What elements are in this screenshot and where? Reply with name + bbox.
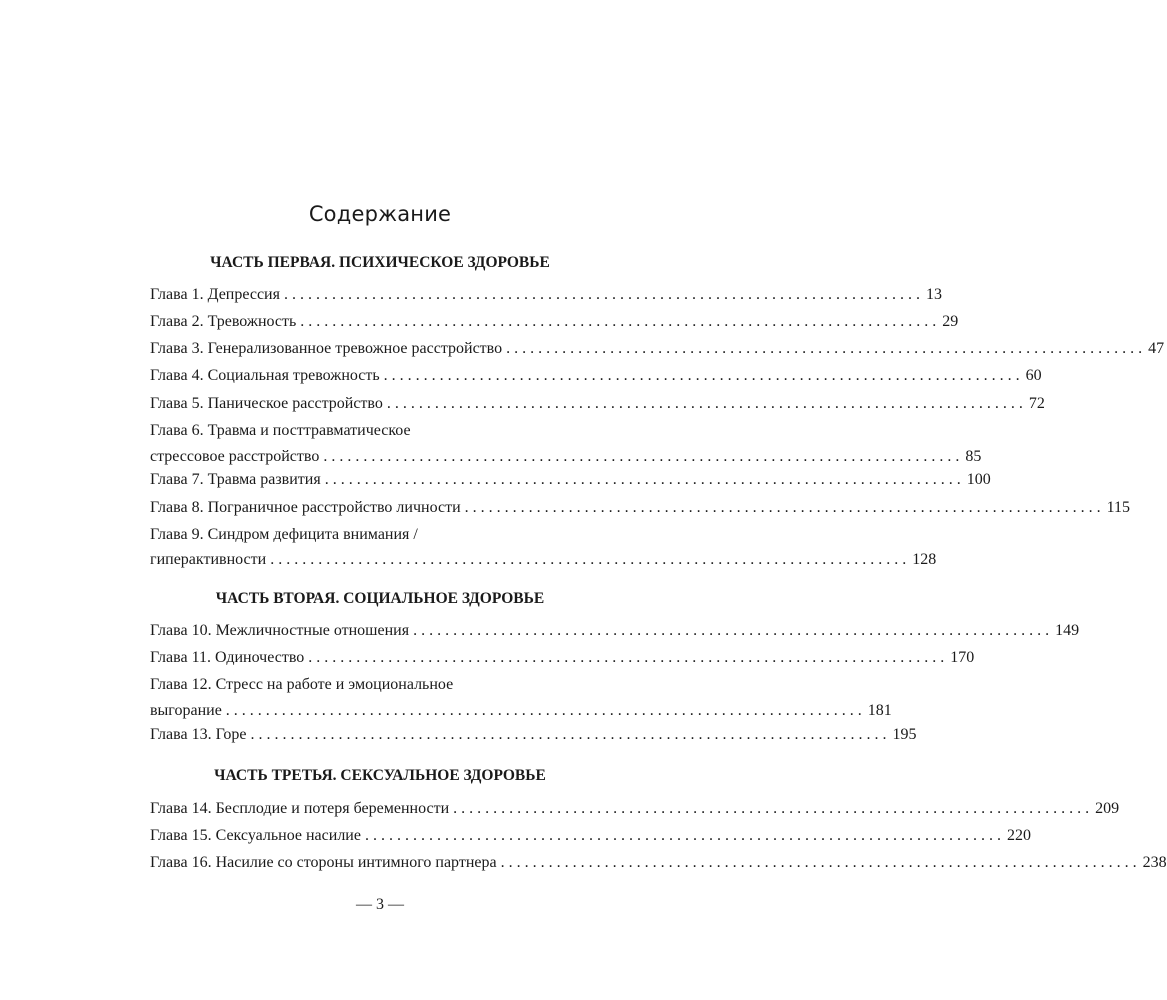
entry-page: 85 (965, 448, 982, 465)
entry-page: 170 (950, 649, 975, 666)
entry-title-line1: Глава 9. Синдром дефицита внимания / (150, 526, 418, 543)
entry-title-line1: Глава 6. Травма и посттравматическое (150, 422, 411, 439)
entry-title: Глава 11. Одиночество (150, 649, 305, 666)
toc-entry-ch5[interactable] (150, 393, 1045, 415)
entry-title-line2: гиперактивности (150, 551, 267, 568)
leader-dots: . . . . . . . . . . . . . . . . . . . . . . . . . . . . . . . . . . . . . . . . . . . . . . . . . . . . . . . . . . . . . . . . . . . . . . . . . . . . . . . . (413, 622, 1050, 639)
entry-title-line1: Глава 12. Стресс на работе и эмоциональное (150, 676, 454, 693)
entry-page: 238 (1142, 854, 1167, 871)
entry-title: Глава 13. Горе (150, 726, 247, 743)
toc-entry-ch4[interactable] (150, 365, 1042, 387)
part-title-2: ЧАСТЬ ВТОРАЯ. СОЦИАЛЬНОЕ ЗДОРОВЬЕ (215, 590, 545, 607)
leader-dots: . . . . . . . . . . . . . . . . . . . . . . . . . . . . . . . . . . . . . . . . . . . . . . . . . . . . . . . . . . . . . . . . . . . . . . . . . . . . . . . . (250, 726, 887, 743)
leader-dots: . . . . . . . . . . . . . . . . . . . . . . . . . . . . . . . . . . . . . . . . . . . . . . . . . . . . . . . . . . . . . . . . . . . . . . . . . . . . . . . . (283, 286, 920, 303)
entry-page: 195 (892, 726, 917, 743)
toc-entry-ch2[interactable] (150, 311, 959, 333)
entry-title: Глава 2. Тревожность (150, 313, 297, 330)
entry-title: Глава 3. Генерализованное тревожное расстройство (150, 340, 503, 357)
leader-dots: . . . . . . . . . . . . . . . . . . . . . . . . . . . . . . . . . . . . . . . . . . . . . . . . . . . . . . . . . . . . . . . . . . . . . . . . . . . . . . . . (308, 649, 945, 666)
entry-page: 29 (942, 313, 959, 330)
entry-page: 115 (1106, 499, 1131, 516)
entry-page: 149 (1055, 622, 1080, 639)
entry-title: Глава 8. Пограничное расстройство личности (150, 499, 461, 516)
leader-dots: . . . . . . . . . . . . . . . . . . . . . . . . . . . . . . . . . . . . . . . . . . . . . . . . . . . . . . . . . . . . . . . . . . . . . . . . . . . . . . . . (300, 313, 937, 330)
leader-dots: . . . . . . . . . . . . . . . . . . . . . . . . . . . . . . . . . . . . . . . . . . . . . . . . . . . . . . . . . . . . . . . . . . . . . . . . . . . . . . . . (383, 367, 1020, 384)
toc-entry-ch9[interactable] (150, 524, 937, 571)
toc-entry-ch16[interactable] (150, 852, 1167, 874)
entry-title-line2: выгорание (150, 702, 222, 719)
entry-page: 209 (1095, 800, 1120, 817)
toc-entry-ch15[interactable] (150, 825, 1031, 847)
entry-title: Глава 7. Травма развития (150, 471, 321, 488)
toc-entry-ch10[interactable] (150, 620, 1080, 642)
entry-page: 72 (1028, 395, 1045, 412)
entry-title-line2: стрессовое расстройство (150, 448, 320, 465)
entry-title: Глава 5. Паническое расстройство (150, 395, 383, 412)
entry-title: Глава 10. Межличностные отношения (150, 622, 410, 639)
toc-entry-ch7[interactable] (150, 469, 991, 491)
page-number: — 3 — (356, 896, 404, 913)
leader-dots: . . . . . . . . . . . . . . . . . . . . . . . . . . . . . . . . . . . . . . . . . . . . . . . . . . . . . . . . . . . . . . . . . . . . . . . . . . . . . . . . (324, 471, 961, 488)
leader-dots: . . . . . . . . . . . . . . . . . . . . . . . . . . . . . . . . . . . . . . . . . . . . . . . . . . . . . . . . . . . . . . . . . . . . . . . . . . . . . . . . (464, 499, 1101, 516)
entry-title: Глава 4. Социальная тревожность (150, 367, 380, 384)
leader-dots: . . . . . . . . . . . . . . . . . . . . . . . . . . . . . . . . . . . . . . . . . . . . . . . . . . . . . . . . . . . . . . . . . . . . . . . . . . . . . . . . (500, 854, 1137, 871)
entry-title: Глава 15. Сексуальное насилие (150, 827, 361, 844)
entry-page: 47 (1148, 340, 1165, 357)
entry-page: 220 (1006, 827, 1031, 844)
entry-title: Глава 1. Депрессия (150, 286, 280, 303)
leader-dots: . . . . . . . . . . . . . . . . . . . . . . . . . . . . . . . . . . . . . . . . . . . . . . . . . . . . . . . . . . . . . . . . . . . . . . . . . . . . . . . . (364, 827, 1001, 844)
leader-dots: . . . . . . . . . . . . . . . . . . . . . . . . . . . . . . . . . . . . . . . . . . . . . . . . . . . . . . . . . . . . . . . . . . . . . . . . . . . . . . . . (453, 800, 1090, 817)
leader-dots: . . . . . . . . . . . . . . . . . . . . . . . . . . . . . . . . . . . . . . . . . . . . . . . . . . . . . . . . . . . . . . . . . . . . . . . . . . . . . . . . (270, 551, 907, 568)
toc-entry-ch14[interactable] (150, 798, 1120, 820)
part-title-1: ЧАСТЬ ПЕРВАЯ. ПСИХИЧЕСКОЕ ЗДОРОВЬЕ (210, 254, 550, 271)
leader-dots: . . . . . . . . . . . . . . . . . . . . . . . . . . . . . . . . . . . . . . . . . . . . . . . . . . . . . . . . . . . . . . . . . . . . . . . . . . . . . . . . (386, 395, 1023, 412)
entry-page: 181 (867, 702, 892, 719)
entry-page: 100 (966, 471, 991, 488)
toc-entry-ch6[interactable] (150, 420, 982, 468)
entry-title: Глава 14. Бесплодие и потеря беременности (150, 800, 450, 817)
toc-title: Содержание (308, 202, 452, 226)
toc-entry-ch13[interactable] (150, 724, 917, 746)
leader-dots: . . . . . . . . . . . . . . . . . . . . . . . . . . . . . . . . . . . . . . . . . . . . . . . . . . . . . . . . . . . . . . . . . . . . . . . . . . . . . . . . (225, 702, 862, 719)
entry-title: Глава 16. Насилие со стороны интимного партнера (150, 854, 497, 871)
toc-entry-ch11[interactable] (150, 647, 975, 669)
leader-dots: . . . . . . . . . . . . . . . . . . . . . . . . . . . . . . . . . . . . . . . . . . . . . . . . . . . . . . . . . . . . . . . . . . . . . . . . . . . . . . . . (506, 340, 1143, 357)
entry-page: 13 (925, 286, 942, 303)
toc-entry-ch8[interactable] (150, 497, 1131, 519)
entry-page: 128 (912, 551, 937, 568)
entry-page: 60 (1025, 367, 1042, 384)
toc-entry-ch12[interactable] (150, 674, 892, 722)
leader-dots: . . . . . . . . . . . . . . . . . . . . . . . . . . . . . . . . . . . . . . . . . . . . . . . . . . . . . . . . . . . . . . . . . . . . . . . . . . . . . . . . (323, 448, 960, 465)
toc-entry-ch3[interactable] (150, 338, 1165, 360)
toc-entry-ch1[interactable] (150, 284, 942, 306)
part-title-3: ЧАСТЬ ТРЕТЬЯ. СЕКСУАЛЬНОЕ ЗДОРОВЬЕ (214, 767, 546, 784)
